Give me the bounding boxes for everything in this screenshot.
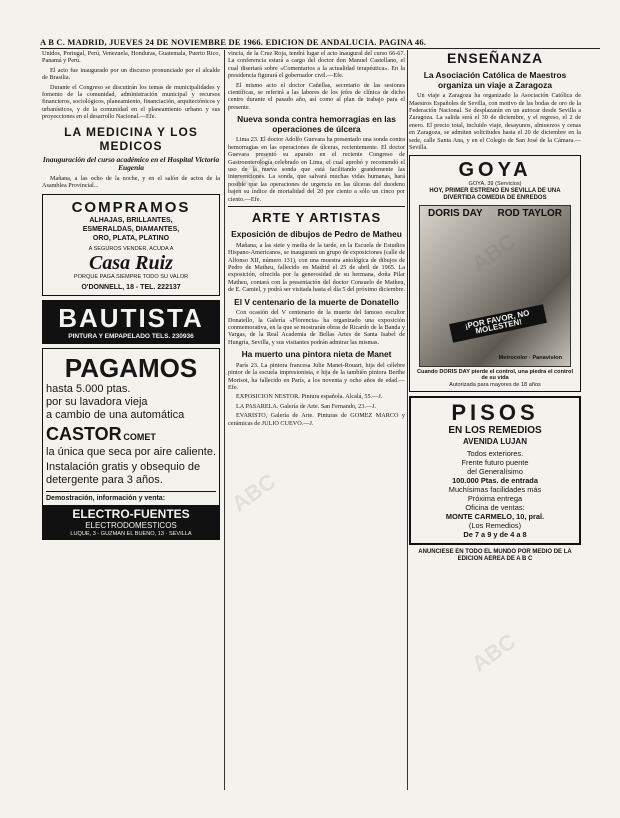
ad-line: Cuando DORIS DAY pierde el control, una piedra el control de su vida (416, 368, 574, 382)
section-headline: LA MEDICINA Y LOS MEDICOS (64, 124, 198, 153)
ad-store-address: LUQUE, 3 - GUZMAN EL BUENO, 13 · SEVILLA (70, 530, 192, 537)
article-text: Un viaje a Zaragoza ha organizado la Asociación Católica de Maestros Españoles de Sevilla, con motivo de las bodas de oro de la Federación Nacional. Se desplazarán en un autocar desde Sevilla a Zaragoza. La salida será el 30 de diciembre, y el regreso, el 2 de enero. El precio total, incluido viaje, desayunos, almuerzos y cenas en Zaragoza, se admiten solicitudes hasta el 20 de diciembre en la sede, calle Santa Ana, y en el Colegio de San José de la Cámara.—Sevilla. (409, 92, 581, 152)
ad-line: De 7 a 9 y de 4 a 8 (463, 530, 527, 540)
article-text: Durante el Congreso se discutirán los temas de municipalidades y fomento de la comunidad, administración municipal y recursos financieros, sociológicos, planeamiento, financiación, arquitectónicos y urbanísticos, y de la comunidad en el planeamiento urbano y sus proyecciones en el desarrollo Nacional.—Efe. (42, 83, 220, 121)
ad-line: Frente futuro puente (461, 457, 529, 467)
ad-line: por su lavadora vieja (46, 395, 148, 408)
ad-line: Muchísimas facilidades más (448, 485, 542, 494)
ad-title: PISOS (451, 399, 539, 425)
watermark: ABC (466, 628, 521, 677)
ad-line: PINTURA Y EMPAPELADO (68, 332, 150, 340)
ad-address: O'DONNELL, 18 - TEL. 222137 (81, 283, 181, 291)
column-3 (409, 50, 581, 800)
article-headline: La Asociación Católica de Maestros organiza un viaje a Zaragoza (423, 70, 567, 90)
section-headline: ARTE Y ARTISTAS (251, 210, 382, 226)
ad-credits: Metrocolor · Panavision (498, 355, 562, 362)
ad-goya (409, 155, 581, 391)
ad-line: Próxima entrega (467, 494, 523, 504)
ad-line: del Generalísimo (467, 466, 523, 476)
article-text: Con ocasión del V centenario de la muerte del famoso escultor Donatello, la Galería «Florencia» ha organizado una exposición conmemorativa, en la que se mostrarán obras de Ricardo de la Banda y Vargas, de la Real Academia de Bellas Artes de Santa Isabel de Hungría, Sevilla, y sus visitantes podrán admirar las mismas. (228, 309, 405, 346)
header-rule (40, 48, 600, 49)
ad-line: Autorizada para mayores de 18 años (449, 382, 541, 389)
ad-line: ORO, PLATA, PLATINO (92, 234, 170, 242)
ad-line: a cambio de una automática (46, 408, 185, 421)
article-text: Mañana, a las ocho de la noche, y en el salón de actos de la Asamblea Provincial... (42, 174, 220, 190)
ad-phone: TELS. 230936 (151, 332, 194, 340)
ad-title: GOYA (458, 159, 532, 182)
ad-bautista (42, 300, 220, 344)
ad-street: AVENIDA LUJAN (462, 436, 527, 446)
footer-note: ANUNCIESE EN TODO EL MUNDO POR MEDIO DE LA EDICION AEREA DE A B C (418, 548, 572, 562)
ad-line: ESMERALDAS, DIAMANTES, (82, 225, 180, 233)
article-text: Mañana, a las siete y media de la tarde, en la Escuela de Estudios Hispano-Americanos, se inaugurará un grupo de exposiciones (calle de Alfonso XII, número 131), con una muestra antológica de dibujos de Pedro de Matheu, fallecido en Madrid el 25 de abril de 1965. La exposición, ofrecida por la generosidad de su hermana, doña Pilar Matheu, contará con la presentación del doctor Consuelo de Matheu, de E. Camiel, y podrá ser visitada hasta el día 5 del próximo diciembre. (228, 241, 405, 294)
article-text: París 23. La pintora francesa Julie Manet-Rouart, hija del célebre pintor de la escuela impresionista, e hija de la también pintora Berthe Morisot, ha fallecido en París, a los noventa y ocho años de edad.—Efe. (228, 361, 405, 391)
ad-store: ELECTRO-FUENTES (72, 506, 190, 521)
ad-line: Oficina de ventas: (465, 503, 525, 513)
ad-line: HOY, PRIMER ESTRENO EN SEVILLA DE UNA DIVERTIDA COMEDIA DE ENREDOS (429, 188, 561, 202)
ad-brand: BAUTISTA (58, 302, 204, 333)
listing-item: LA PASARELA. Galería de Arte. San Fernando, 23.—J. (236, 402, 377, 410)
ad-line: MONTE CARMELO, 10, pral. (445, 512, 545, 522)
ad-address: GOYA, 39 (Servicios) (468, 181, 522, 188)
article-headline: Ha muerto una pintora nieta de Manet (241, 349, 392, 360)
ad-line: (Los Remedios) (468, 521, 522, 531)
ad-brand-secondary: COMET (123, 431, 156, 442)
article-subheadline: Inauguración del curso académico en el Hospital Victoria Eugenia (42, 154, 220, 173)
ad-line: la única que seca por aire caliente. (46, 445, 216, 458)
ad-star: DORIS DAY (428, 207, 483, 219)
page-header: A B C. MADRID, JUEVES 24 DE NOVIEMBRE DE 1966. EDICION DE ANDALUCIA. PAGINA 46. (40, 37, 427, 47)
article-text: Lima 23. El doctor Adolfo Guevara ha presentado una sonda contra hemorragias en las operaciones de úlceras, recientemente. El doctor Guevara presentó su aparato en el reciente Congreso de Gastroenterología celebrado en Lima, el cual aprobó y recomendó el uso de la nueva sonda que está facilitando grandemente las intervenciones. La sonda, que salvará muchas vidas humanas, hará posible que las operaciones de urgencia en las úlceras del duodeno bajen su índice de mortalidad del 20 por ciento a sólo un cinco por ciento.—Efe. (228, 136, 405, 203)
watermark: ABC (226, 468, 281, 517)
film-poster-image (419, 205, 571, 367)
ad-footer: Demostración, información y venta: (46, 491, 216, 503)
ad-film-title: ¡POR FAVOR, NO MOLESTEN! (449, 304, 547, 342)
article-headline: Exposición de dibujos de Pedro de Matheu (231, 229, 402, 240)
article-text: vincia, de la Cruz Roja, tendrá lugar el acto inaugural del curso 66-67. La conferencia estará a cargo del doctor don Manuel Castellano, el cual disertará sobre «Comentarios a la actualidad terapéutica». En la presidencia figurará el gobernador civil.—Efe. (228, 50, 405, 80)
ad-compramos (42, 194, 220, 296)
ad-tagline: PORQUE PAGA SIEMPRE TODO SU VALOR (73, 274, 189, 281)
listing-item: EVARISTO, Galería de Arte. Pinturas de GOMEZ MARCO y cerámicas de JULIO CUEVO.—J. (228, 412, 405, 427)
ad-line: 100.000 Ptas. de entrada (452, 475, 538, 485)
ad-pisos (409, 396, 581, 545)
ad-lines (414, 449, 576, 540)
article-text: Unidos, Portugal, Perú, Venezuela, Honduras, Guatemala, Puerto Rico, Panamá y Perú. (42, 50, 220, 65)
ad-line: hasta 5.000 ptas. (46, 382, 131, 395)
article-text: El acto fue inaugurado por un discurso pronunciado por el alcalde de Brasilia. (42, 66, 220, 82)
ad-line: Todos exteriores. (466, 448, 524, 458)
article-headline: El V centenario de la muerte de Donatello (234, 296, 399, 307)
column-1 (42, 50, 220, 790)
ad-brand: Casa Ruiz (89, 252, 173, 275)
ad-brand: CASTOR (46, 423, 122, 444)
ad-store-sub: ELECTRODOMESTICOS (85, 520, 177, 530)
listing-item: EXPOSICION NESTOR. Pintura española. Alcalá, 55.—J. (236, 393, 383, 401)
divider (228, 206, 405, 207)
ad-title: COMPRAMOS (71, 198, 191, 216)
article-text: El mismo acto el doctor Cañellas, secretario de las sesiones científicas, se referirá a las labores de los jefes de clínica de dicho centro durante el pasado año, así como al plan de trabajo para el presente. (228, 81, 405, 111)
column-divider (224, 50, 225, 790)
ad-title: PAGAMOS (64, 352, 198, 383)
ad-line: ALHAJAS, BRILLANTES, (89, 216, 173, 224)
column-2 (228, 50, 405, 800)
column-divider (407, 50, 408, 790)
article-headline: Nueva sonda contra hemorragias en las operaciones de úlcera (237, 114, 396, 134)
section-headline: ENSEÑANZA (446, 50, 544, 66)
ad-pagamos (42, 348, 220, 541)
watermark: ABC (226, 148, 281, 197)
ad-line: Instalación gratis y obsequio de detergente para 3 años. (46, 460, 201, 486)
ad-subtitle: EN LOS REMEDIOS (448, 424, 542, 436)
ad-star: ROD TAYLOR (497, 207, 562, 219)
ad-line: A SEGUROS VENDER, ACUDA A (88, 245, 174, 252)
